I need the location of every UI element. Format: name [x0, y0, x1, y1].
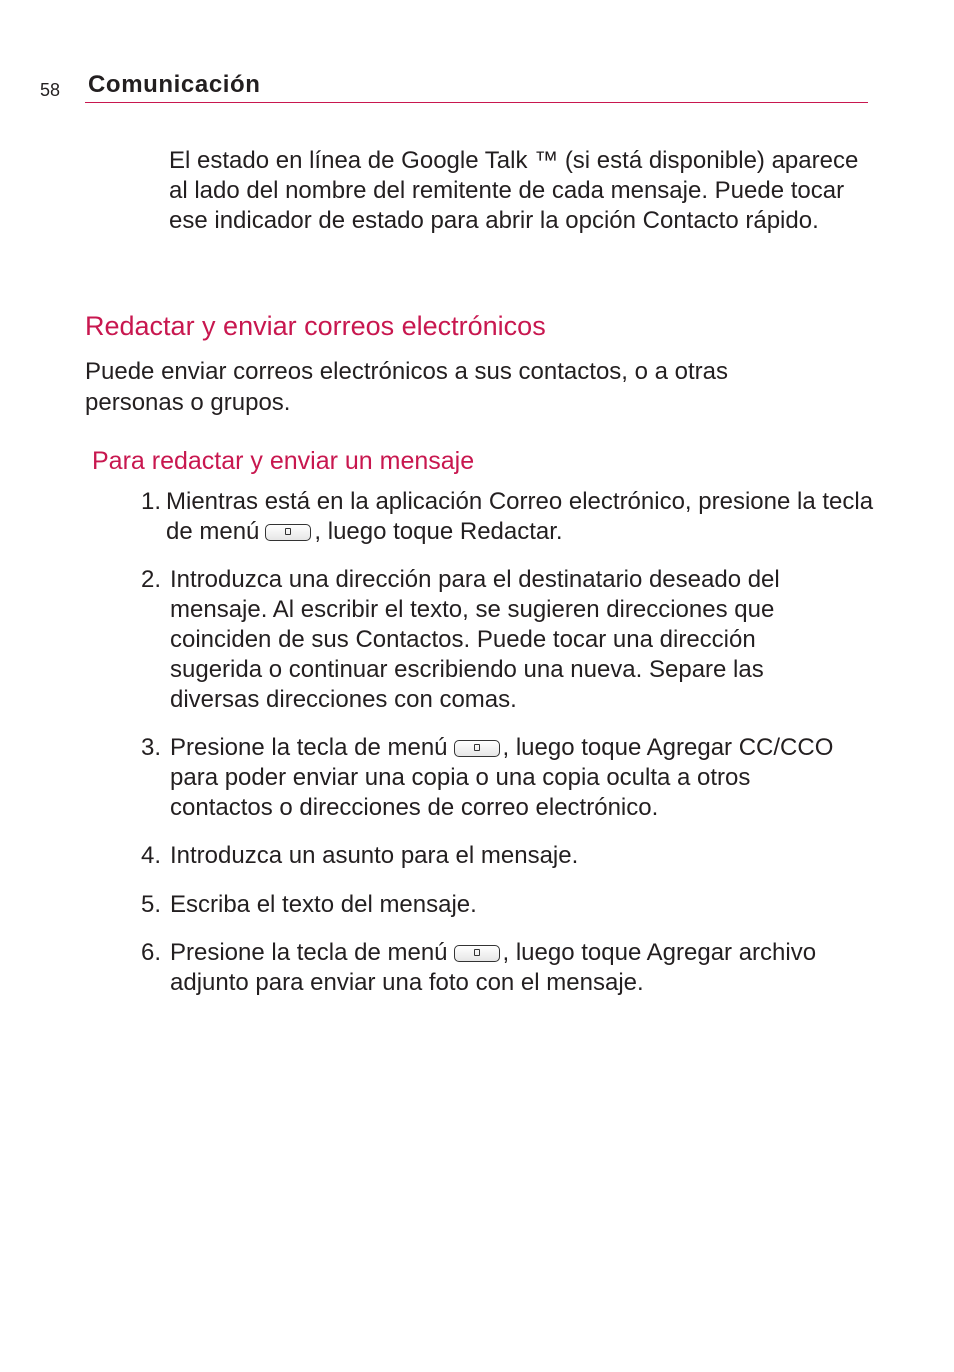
step-text: Presione la tecla de menú , luego toque Agregar CC/CCO para poder enviar una copia o una copia oculta a otros contactos o direcciones de correo electrónico. — [170, 734, 834, 821]
list-item — [141, 565, 876, 715]
step-text: Introduzca una dirección para el destinatario deseado del mensaje. Al escribir el texto, se sugieren direcciones que coinciden de sus Contactos. Puede tocar una dirección sugerida o continuar escribiendo una nueva. Separe las diversas direcciones con comas. — [170, 566, 780, 713]
section-heading: Redactar y enviar correos electrónicos — [85, 311, 546, 341]
step-text: Presione la tecla de menú , luego toque Agregar archivo adjunto para enviar una foto con el mensaje. — [170, 939, 817, 996]
step-text: Mientras está en la aplicación Correo electrónico, presione la tecla de menú , luego toque Redactar. — [166, 488, 874, 545]
list-item — [141, 841, 876, 871]
menu-key-label: tecla de menú — [296, 734, 448, 761]
intro-paragraph: El estado en línea de Google Talk ™ (si está disponible) aparece al lado del nombre del remitente de cada mensaje. Puede tocar ese indicador de estado para abrir la opción Contacto rápido. — [169, 147, 859, 234]
section-header: Comunicación — [88, 71, 261, 98]
list-item — [141, 733, 876, 823]
step-number: 4. — [141, 842, 162, 869]
step-number: 3. — [141, 734, 162, 761]
subsection-heading: Para redactar y enviar un mensaje — [92, 447, 475, 475]
section-body: Puede enviar correos electrónicos a sus contactos, o a otras personas o grupos. — [85, 358, 729, 416]
menu-key-icon — [454, 740, 500, 757]
agregar-archivo-label: Agregar archivo adjunto — [170, 939, 817, 996]
step-number: 1. — [141, 488, 162, 515]
step-number: 2. — [141, 566, 162, 593]
menu-key-label: tecla de menú — [296, 939, 448, 966]
step-number: 6. — [141, 939, 162, 966]
list-item — [141, 890, 876, 920]
page-number: 58 — [40, 80, 61, 100]
redactar-label: Redactar — [459, 518, 556, 545]
menu-key-label: tecla de menú — [166, 488, 874, 545]
list-item — [141, 938, 876, 998]
agregar-cc-label: Agregar CC/CCO — [646, 734, 834, 761]
menu-key-icon — [454, 945, 500, 962]
list-item — [141, 487, 876, 547]
header-rule — [85, 102, 868, 103]
step-text: Introduzca un asunto para el mensaje. — [170, 842, 579, 869]
step-number: 5. — [141, 891, 162, 918]
menu-key-icon — [265, 524, 311, 541]
step-text: Escriba el texto del mensaje. — [170, 891, 477, 918]
